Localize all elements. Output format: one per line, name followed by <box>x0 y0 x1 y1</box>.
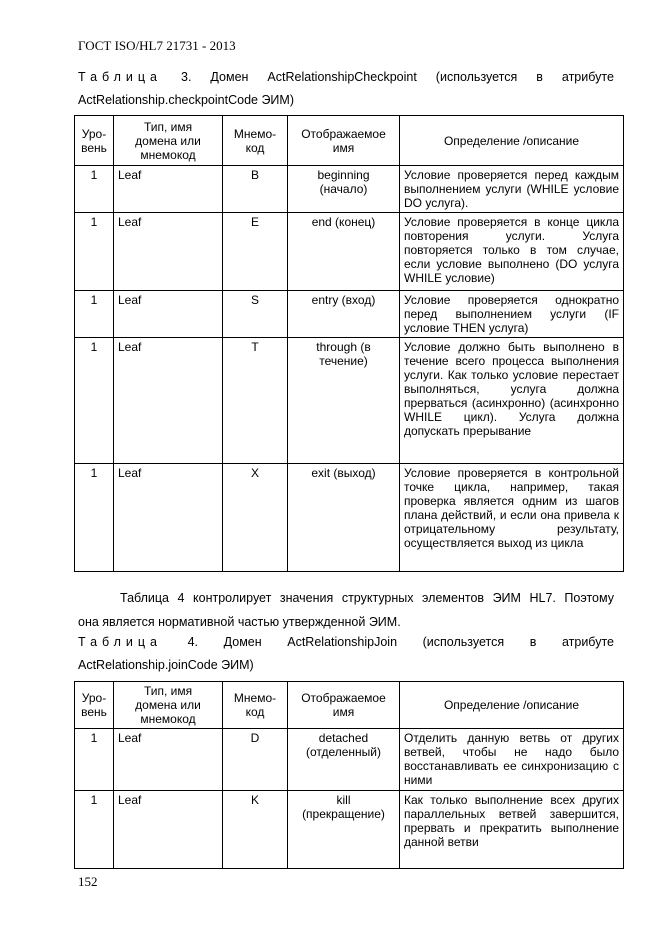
header-col-desc: Определение /описание <box>400 682 624 729</box>
cell-type: Leaf <box>114 291 223 338</box>
cell-name: beginning (начало) <box>288 166 400 213</box>
document-header: ГОСТ ISO/HL7 21731 - 2013 <box>78 38 236 53</box>
cell-name: exit (выход) <box>288 464 400 572</box>
table4-caption-word: атрибуте <box>561 635 614 649</box>
cell-desc: Как только выполнение всех других параллельных ветвей завершится, прервать и прекратить выполнение данной ветви <box>400 791 624 869</box>
cell-level: 1 <box>75 291 114 338</box>
table3 <box>74 115 624 572</box>
table4-caption <box>78 631 614 677</box>
table-row <box>75 291 624 338</box>
cell-type: Leaf <box>114 791 223 869</box>
table4-caption-word: Домен <box>223 635 262 649</box>
table3-caption-word: 3. <box>181 70 192 84</box>
header-col-code: Мнемо- код <box>223 116 288 166</box>
cell-level: 1 <box>75 464 114 572</box>
cell-type: Leaf <box>114 464 223 572</box>
table3-caption-word: Таблица <box>78 70 163 84</box>
cell-code: T <box>223 338 288 464</box>
cell-desc: Условие должно быть выполнено в течение всего процесса выполнения услуги. Как только условие перестает выполняться, услуга должна прерваться (асинхронно) (асинхронно WHILE цикл). Услуга должна допускать прерывание <box>400 338 624 464</box>
header-col-type: Тип, имя домена или мнемокод <box>114 116 223 166</box>
cell-type: Leaf <box>114 729 223 791</box>
table3-caption-line1 <box>78 66 614 89</box>
page-number: 152 <box>78 874 98 889</box>
header-col-type: Тип, имя домена или мнемокод <box>114 682 223 729</box>
table3-caption-word: ActRelationshipCheckpoint <box>267 70 417 84</box>
cell-code: D <box>223 729 288 791</box>
table4-caption-line1 <box>78 631 614 654</box>
table-row <box>75 729 624 791</box>
header-col-code: Мнемо- код <box>223 682 288 729</box>
table4-caption-word: 4. <box>187 635 199 649</box>
table-row <box>75 791 624 869</box>
table-row <box>75 338 624 464</box>
cell-level: 1 <box>75 213 114 291</box>
table4-caption-line2: ActRelationship.joinCode ЭИМ) <box>78 658 254 672</box>
table4-caption-word: Таблица <box>78 635 163 649</box>
header-col-level: Уро- вень <box>75 116 114 166</box>
cell-level: 1 <box>75 729 114 791</box>
table-row <box>75 464 624 572</box>
cell-level: 1 <box>75 166 114 213</box>
cell-desc: Условие проверяется в контрольной точке цикла, например, такая проверка является одним из шагов плана действий, и если она привела к отрицательному результату, осуществляется выход из цикла <box>400 464 624 572</box>
cell-code: E <box>223 213 288 291</box>
header-col-name: Отображаемое имя <box>288 682 400 729</box>
cell-desc: Условие проверяется перед каждым выполнением услуги (WHILE условие DO услуга). <box>400 166 624 213</box>
table3-caption <box>78 66 614 112</box>
table4-caption-word: ActRelationshipJoin <box>287 635 398 649</box>
cell-code: X <box>223 464 288 572</box>
cell-desc: Условие проверяется в конце цикла повторения услуги. Услуга повторяется только в том случае, если условие выполнено (DO услуга WHILE условие) <box>400 213 624 291</box>
cell-type: Leaf <box>114 213 223 291</box>
cell-code: S <box>223 291 288 338</box>
cell-name: through (в течение) <box>288 338 400 464</box>
cell-type: Leaf <box>114 166 223 213</box>
cell-desc: Отделить данную ветвь от других ветвей, чтобы не надо было восстанавливать ее синхронизацию с ними <box>400 729 624 791</box>
table-row <box>75 166 624 213</box>
cell-desc: Условие проверяется однократно перед выполнением услуги (IF условие THEN услуга) <box>400 291 624 338</box>
cell-name: kill (прекращение) <box>288 791 400 869</box>
table3-caption-word: в <box>536 70 543 84</box>
table-row <box>75 213 624 291</box>
cell-level: 1 <box>75 791 114 869</box>
table4-caption-word: (используется <box>422 635 505 649</box>
header-col-level: Уро- вень <box>75 682 114 729</box>
table4-caption-word: в <box>529 635 537 649</box>
cell-type: Leaf <box>114 338 223 464</box>
cell-code: K <box>223 791 288 869</box>
cell-level: 1 <box>75 338 114 464</box>
table3-caption-word: (используется <box>435 70 518 84</box>
table3-caption-word: Домен <box>210 70 249 84</box>
table4 <box>74 681 624 869</box>
header-col-desc: Определение /описание <box>400 116 624 166</box>
cell-code: B <box>223 166 288 213</box>
cell-name: detached (отделенный) <box>288 729 400 791</box>
paragraph-line1: Таблица 4 контролирует значения структурных элементов ЭИМ HL7. Поэтому <box>120 591 614 605</box>
cell-name: entry (вход) <box>288 291 400 338</box>
table3-caption-line2: ActRelationship.checkpointCode ЭИМ) <box>78 93 294 107</box>
paragraph <box>78 586 614 634</box>
header-col-name: Отображаемое имя <box>288 116 400 166</box>
table3-caption-word: атрибуте <box>561 70 614 84</box>
paragraph-line2: она является нормативной частью утвержденной ЭИМ. <box>78 615 401 629</box>
cell-name: end (конец) <box>288 213 400 291</box>
